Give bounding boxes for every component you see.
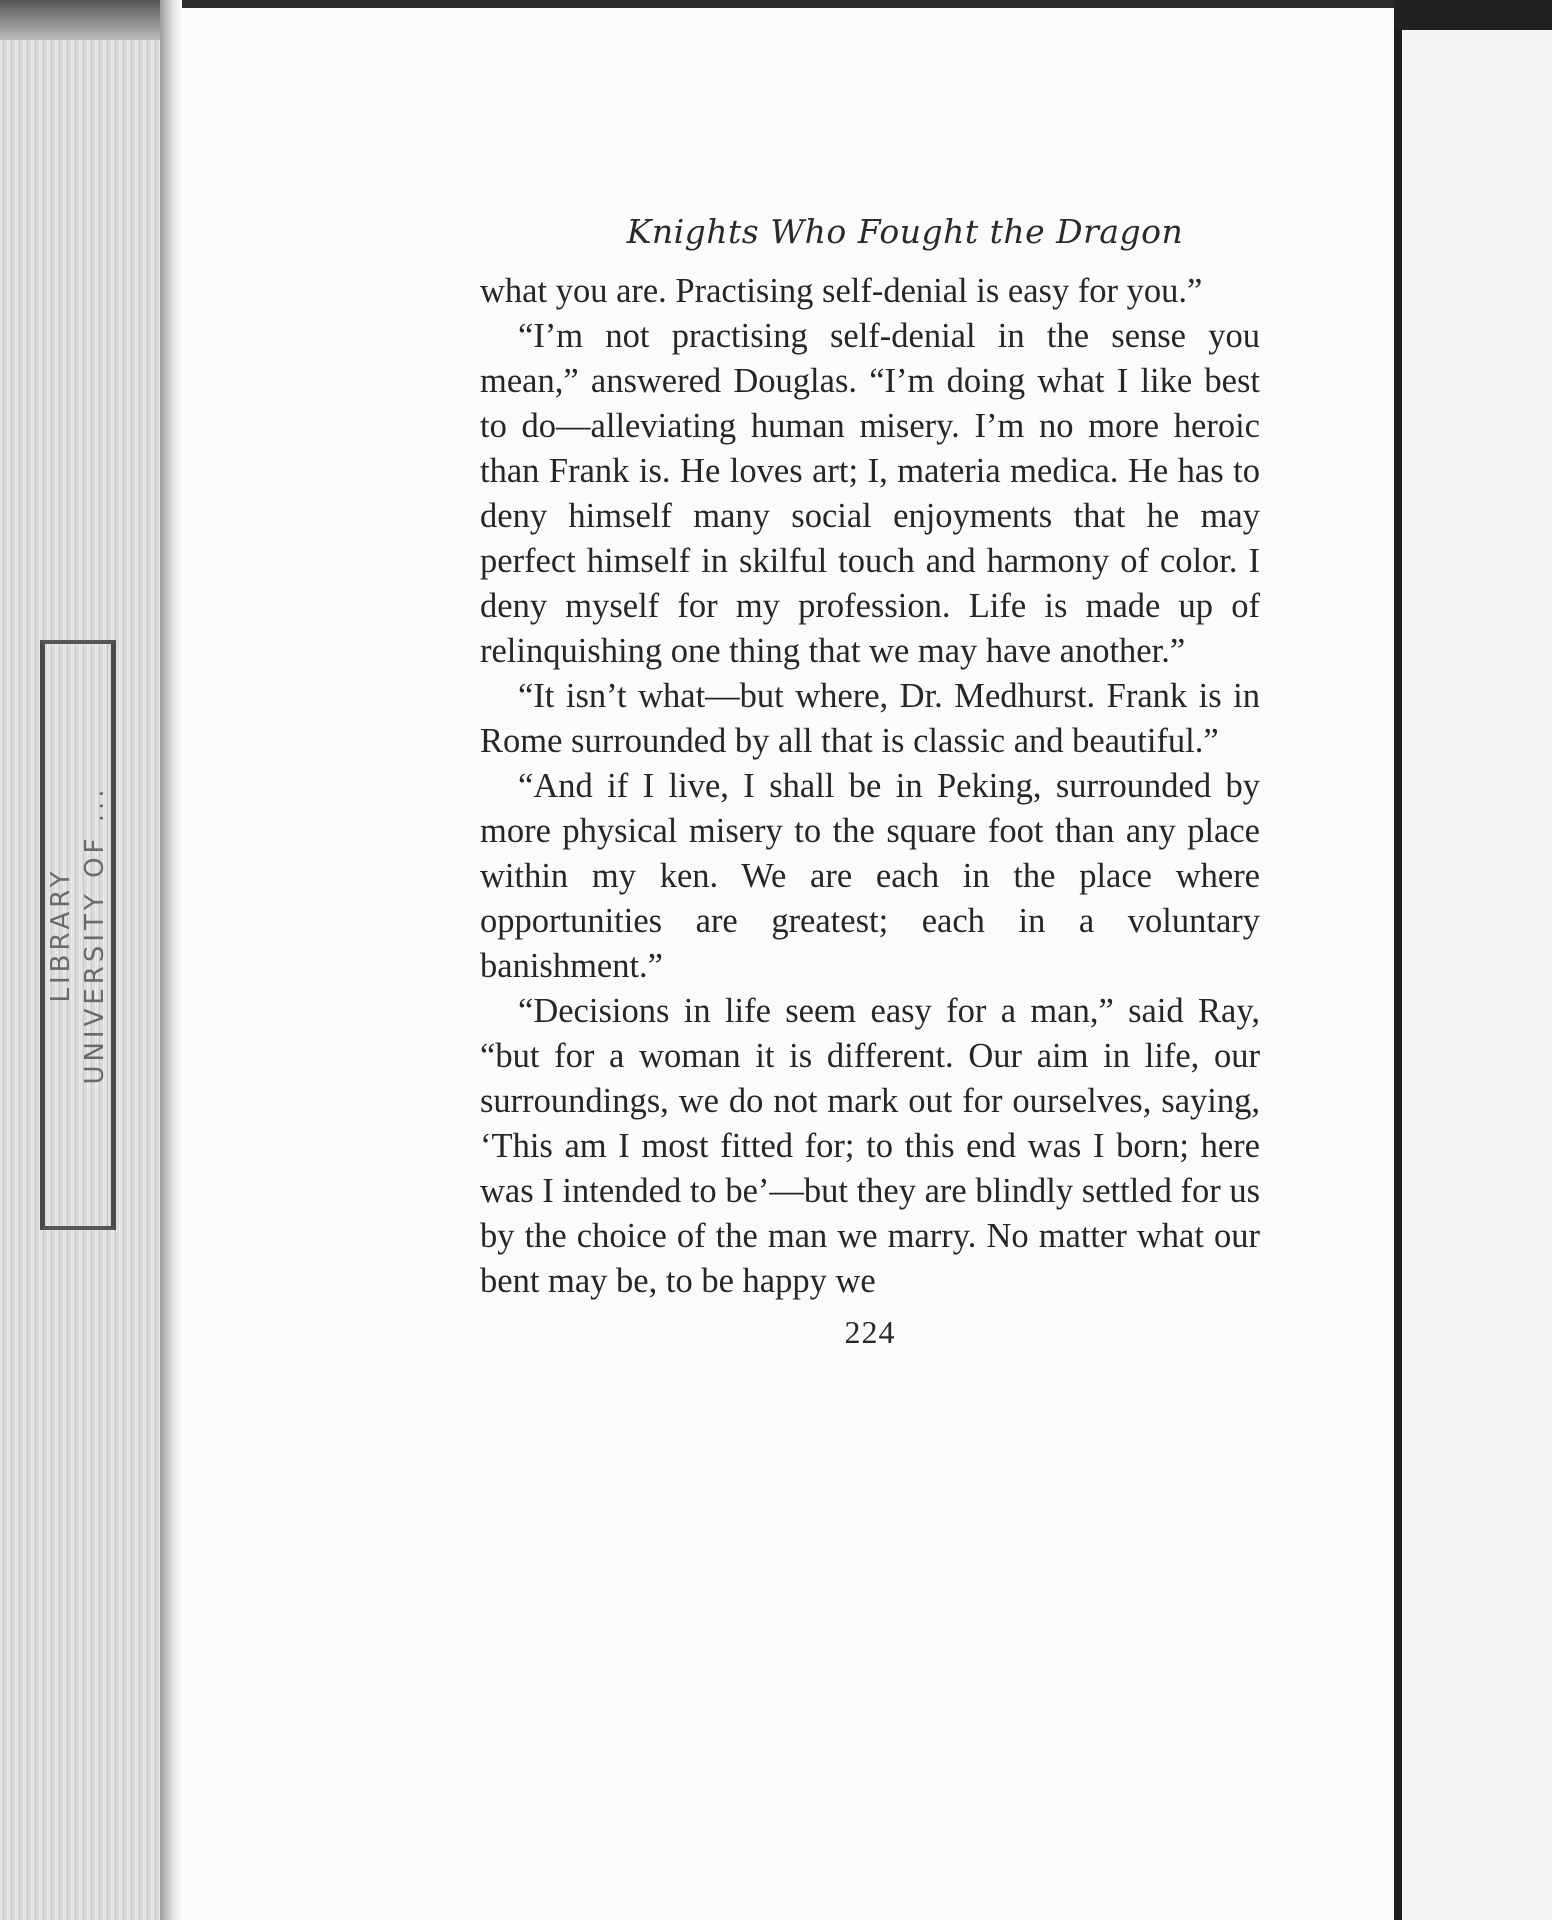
- stamp-line-2: UNIVERSITY OF ...: [80, 785, 110, 1085]
- library-stamp: [40, 640, 116, 1230]
- top-border: [0, 0, 1552, 8]
- paragraph-5: “Decisions in life seem easy for a man,” said Ray, “but for a woman it is different. Our aim in life, our surroundings, we do not mark out for ourselves, saying, ‘This am I most fitted for; to this end was I born; here was I intended to be’—but they are blindly settled for us by the choice of the man we marry. No matter what our bent may be, to be happy we: [480, 992, 1260, 1300]
- stamp-line-1: LIBRARY: [46, 867, 76, 1003]
- facing-page-border: [1394, 0, 1402, 1920]
- paragraph-4: “And if I live, I shall be in Peking, surrounded by more physical misery to the square foot than any place within my ken. We are each in the place where opportunities are greatest; each in a voluntary banishment.”: [480, 767, 1260, 985]
- gutter-shadow: [160, 0, 182, 1920]
- page-number: 224: [844, 1314, 896, 1350]
- paragraph-3: “It isn’t what—but where, Dr. Medhurst. Frank is in Rome surrounded by all that is classic and beautiful.”: [480, 677, 1260, 760]
- running-head: Knights Who Fought the Dragon: [626, 212, 1184, 251]
- page-content: [480, 212, 1260, 1351]
- paragraph-2: “I’m not practising self-denial in the sense you mean,” answered Douglas. “I’m doing what I like best to do—alleviating human misery. I’m no more heroic than Frank is. He loves art; I, materia medica. He has to deny himself many social enjoyments that he may perfect himself in skilful touch and harmony of color. I deny myself for my profession. Life is made up of relinquishing one thing that we may have another.”: [480, 317, 1260, 670]
- paragraph-1: what you are. Practising self-denial is easy for you.”: [480, 272, 1203, 310]
- facing-page-corner: [1394, 0, 1552, 30]
- facing-page-edge: [1402, 0, 1552, 1920]
- library-stamp-text: [44, 785, 112, 1084]
- page-edges-shadow-top: [0, 0, 175, 40]
- body-text: [480, 269, 1260, 1304]
